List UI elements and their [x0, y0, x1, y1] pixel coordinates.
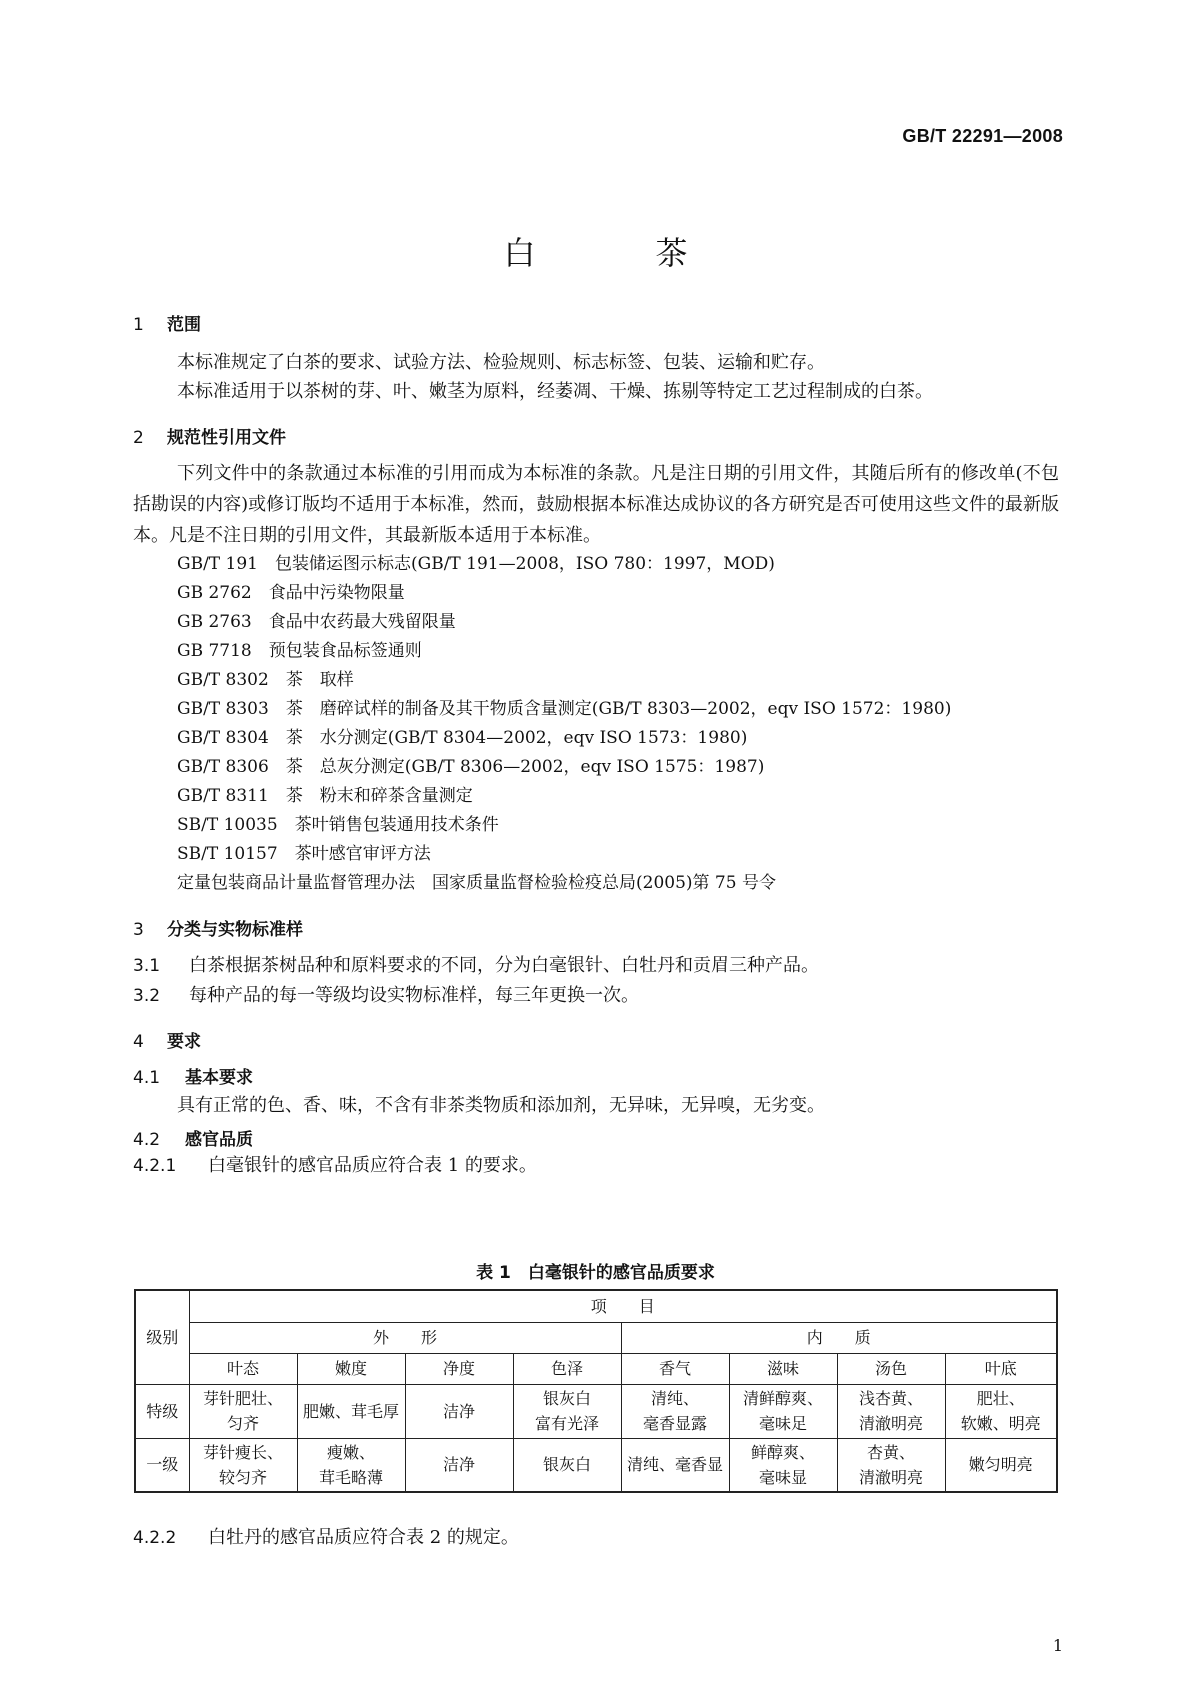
reference-item: SB/T 10157 茶叶感官审评方法 — [177, 844, 431, 864]
section-1-heading: 1 范围 — [133, 315, 201, 335]
reference-item: 定量包装商品计量监督管理办法 国家质量监督检验检疫总局(2005)第 75 号令 — [177, 873, 776, 893]
page-number: 1 — [1052, 1636, 1063, 1655]
title-char-2: 茶 — [655, 234, 688, 272]
subsection-4-2-heading: 4.2 感官品质 — [133, 1130, 253, 1150]
reference-item: GB/T 8306 茶 总灰分测定(GB/T 8306—2002，eqv ISO 1575：1987) — [177, 757, 765, 777]
reference-item: GB 2763 食品中农药最大残留限量 — [177, 612, 456, 632]
subsection-4-1-heading: 4.1 基本要求 — [133, 1068, 253, 1088]
table-cell: 肥壮、 软嫩、明亮 — [945, 1384, 1057, 1438]
table-cell: 洁净 — [405, 1384, 513, 1438]
reference-item: GB 7718 预包装食品标签通则 — [177, 641, 422, 661]
section-1-para-1: 本标准规定了白茶的要求、试验方法、检验规则、标志标签、包装、运输和贮存。 — [177, 352, 825, 373]
grade-cell: 一级 — [135, 1438, 189, 1492]
table-cell: 清纯、 毫香显露 — [621, 1384, 729, 1438]
grade-header: 级别 — [135, 1290, 189, 1384]
table-cell: 杏黄、 清澈明亮 — [837, 1438, 945, 1492]
table-cell: 鲜醇爽、 毫味显 — [729, 1438, 837, 1492]
table-cell: 瘦嫩、 茸毛略薄 — [297, 1438, 405, 1492]
section-1-para-2: 本标准适用于以茶树的芽、叶、嫩茎为原料，经萎凋、干燥、拣剔等特定工艺过程制成的白茶。 — [177, 381, 933, 402]
clause-3-1: 3.1 白茶根据茶树品种和原料要求的不同，分为白毫银针、白牡丹和贡眉三种产品。 — [133, 955, 819, 976]
table-cell: 银灰白 — [513, 1438, 621, 1492]
reference-item: GB/T 8311 茶 粉末和碎茶含量测定 — [177, 786, 473, 806]
grade-cell: 特级 — [135, 1384, 189, 1438]
table-row — [135, 1438, 1057, 1492]
outer-header: 外 形 — [189, 1322, 621, 1353]
column-header: 滋味 — [729, 1353, 837, 1384]
section-4-heading: 4 要求 — [133, 1032, 201, 1052]
column-header: 叶态 — [189, 1353, 297, 1384]
item-header: 项 目 — [189, 1290, 1057, 1322]
column-header: 净度 — [405, 1353, 513, 1384]
title-char-1: 白 — [503, 234, 536, 272]
section-2-heading: 2 规范性引用文件 — [133, 428, 286, 448]
table-cell: 浅杏黄、 清澈明亮 — [837, 1384, 945, 1438]
section-2-intro: 下列文件中的条款通过本标准的引用而成为本标准的条款。凡是注日期的引用文件，其随后所有的修改单(不包括勘误的内容)或修订版均不适用于本标准，然而，鼓励根据本标准达成协议的各方研究是否可使用这些文件的最新版本。凡是不注日期的引用文件，其最新版本适用于本标准。 — [133, 463, 1059, 546]
table-cell: 清鲜醇爽、 毫味足 — [729, 1384, 837, 1438]
column-header: 色泽 — [513, 1353, 621, 1384]
column-header: 汤色 — [837, 1353, 945, 1384]
clause-4-2-1: 4.2.1 白毫银针的感官品质应符合表 1 的要求。 — [133, 1155, 537, 1176]
table-row — [135, 1384, 1057, 1438]
table-1-caption: 表 1 白毫银针的感官品质要求 — [476, 1263, 715, 1283]
column-header: 香气 — [621, 1353, 729, 1384]
reference-item: GB 2762 食品中污染物限量 — [177, 583, 405, 603]
table-1 — [134, 1289, 1058, 1493]
column-header: 叶底 — [945, 1353, 1057, 1384]
column-header: 嫩度 — [297, 1353, 405, 1384]
table-cell: 芽针肥壮、 匀齐 — [189, 1384, 297, 1438]
standard-number: GB/T 22291—2008 — [902, 126, 1063, 146]
subsection-4-1-text: 具有正常的色、香、味，不含有非茶类物质和添加剂，无异味，无异嗅，无劣变。 — [177, 1095, 825, 1116]
table-cell: 银灰白 富有光泽 — [513, 1384, 621, 1438]
table-cell: 清纯、毫香显 — [621, 1438, 729, 1492]
clause-3-2: 3.2 每种产品的每一等级均设实物标准样，每三年更换一次。 — [133, 985, 639, 1006]
section-3-heading: 3 分类与实物标准样 — [133, 920, 303, 940]
table-cell: 肥嫩、茸毛厚 — [297, 1384, 405, 1438]
reference-item: GB/T 8302 茶 取样 — [177, 670, 354, 690]
page-title — [0, 228, 1191, 274]
table-cell: 芽针瘦长、 较匀齐 — [189, 1438, 297, 1492]
reference-item: SB/T 10035 茶叶销售包装通用技术条件 — [177, 815, 499, 835]
clause-4-2-2: 4.2.2 白牡丹的感官品质应符合表 2 的规定。 — [133, 1527, 519, 1548]
reference-item: GB/T 8304 茶 水分测定(GB/T 8304—2002，eqv ISO 1573：1980) — [177, 728, 748, 748]
reference-item: GB/T 8303 茶 磨碎试样的制备及其干物质含量测定(GB/T 8303—2002，eqv ISO 1572：1980) — [177, 699, 952, 719]
reference-item: GB/T 191 包装储运图示标志(GB/T 191—2008，ISO 780：1997，MOD) — [177, 554, 775, 574]
table-cell: 洁净 — [405, 1438, 513, 1492]
inner-header: 内 质 — [621, 1322, 1057, 1353]
table-cell: 嫩匀明亮 — [945, 1438, 1057, 1492]
